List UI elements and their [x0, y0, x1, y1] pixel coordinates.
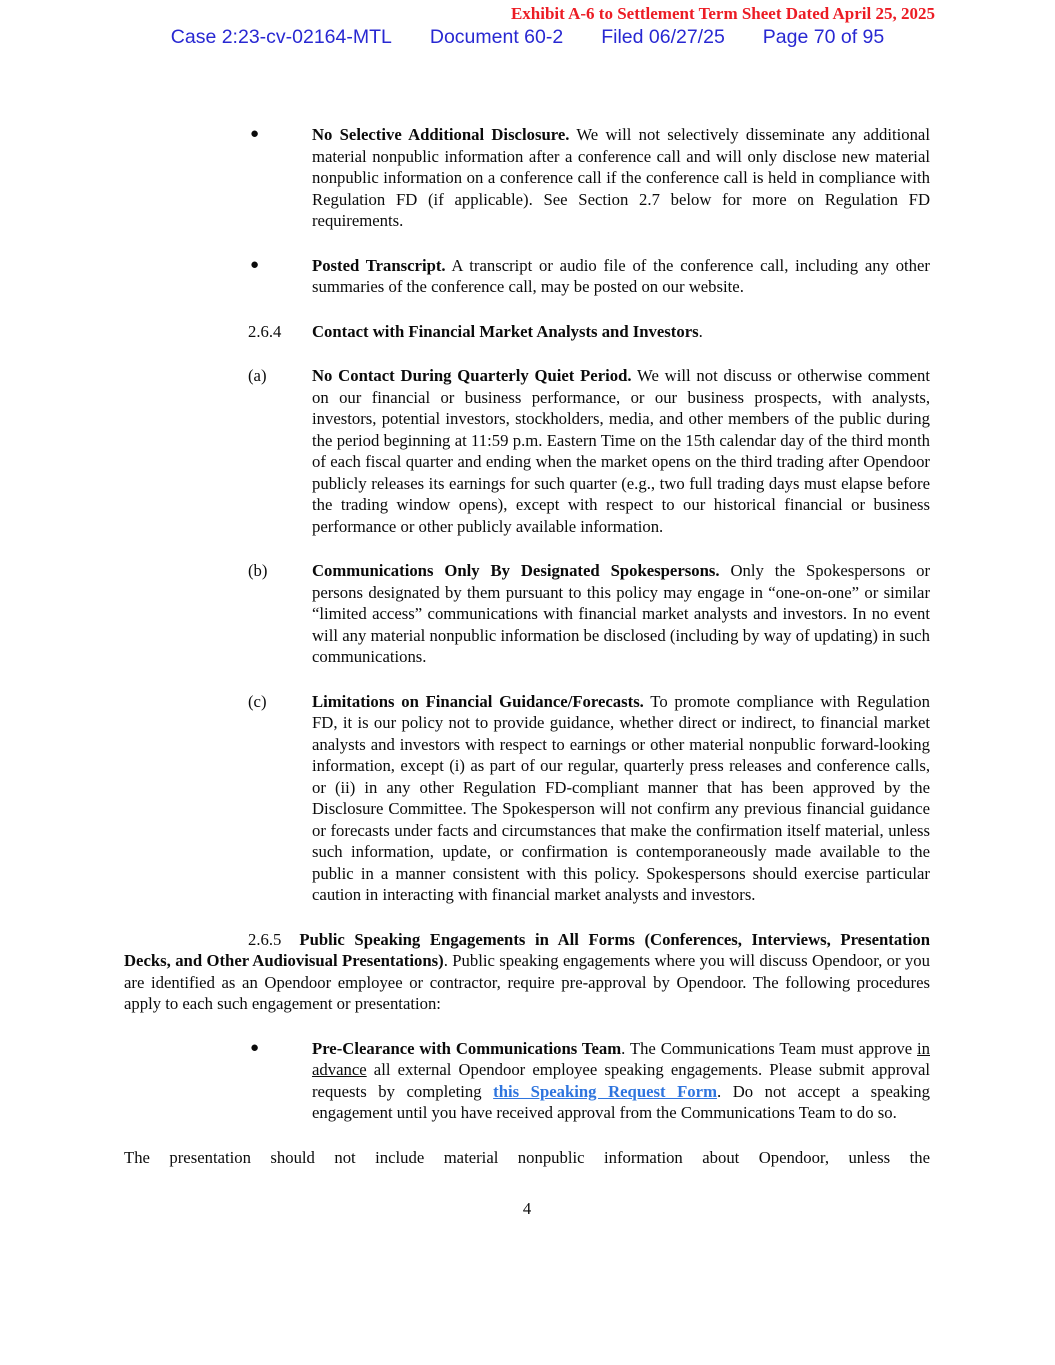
paragraph-text: To promote compliance with Regulation FD, it is our policy not to provide guidance, whether direct or indirect, to financial market analysts and investors with respect to earnings or other material nonpublic forward-looking information, except (i) as part of our regular, quarterly press releases and conference calls, or (ii) in any other Regulation FD-compliant manner that has been approved by the Disclosure Committee. The Spokesperson will not confirm any previous financial guidance or forecasts under facts and circumstances that make the confirmation itself material, unless such information, update, or confirmation is contemporaneously made available to the public in a manner consistent with this policy. Spokespersons should exercise particular caution in interacting with financial market analysts and investors. — [312, 691, 930, 904]
court-stamp-header — [0, 0, 1055, 50]
paragraph-lead: No Contact During Quarterly Quiet Period. — [312, 366, 632, 385]
paragraph-text: We will not selectively disseminate any additional material nonpublic information after a conference call and will only disclose new material nonpublic information on a conference call if the conference call is held in compliance with Regulation FD (if applicable). See Section 2.7 below for more on Regulation FD requirements. — [312, 125, 930, 230]
bullet-marker: ● — [250, 256, 260, 273]
bullet-marker: ● — [250, 126, 260, 142]
paragraph-text: A transcript or audio file of the conference call, including any other summaries of the conference call, may be posted on our website. — [312, 255, 930, 296]
paragraph-lead: Limitations on Financial Guidance/Forecasts. — [312, 691, 644, 711]
paragraph-lead: Posted Transcript. — [312, 255, 446, 275]
filed-date: Filed 06/27/25 — [601, 26, 725, 48]
paragraph-lead: Pre-Clearance with Communications Team — [312, 1038, 622, 1058]
section-265-number: 2.6.5 — [248, 929, 282, 949]
item-a — [124, 365, 930, 537]
paragraph-text: . Do not accept a speaking engagement until you have received approval from the Communications Team to do so. — [312, 1081, 930, 1122]
bullet-no-selective-disclosure — [124, 124, 930, 232]
section-265-title: Public Speaking Engagements in All Forms (Conferences, Interviews, Presentation Decks, and Other Audiovisual Presentations) — [124, 929, 930, 970]
document-body — [124, 124, 930, 1220]
item-c — [124, 691, 930, 906]
document-number: Document 60-2 — [429, 26, 564, 48]
speaking-request-form-link[interactable]: this Speaking Request Form — [493, 1081, 717, 1101]
paragraph-text: Only the Spokespersons or persons designated by them pursuant to this policy may engage in “one-on-one” or similar “limited access” communications with financial market analysts and investors. In no event will any material nonpublic information be disclosed (including by way of updating) in such communications. — [312, 561, 930, 666]
page-number: 4 — [522, 1199, 532, 1218]
section-265-paragraph — [124, 929, 930, 1015]
paragraph-text: . The Communications Team must approve — [621, 1038, 918, 1058]
section-264-title: Contact with Financial Market Analysts and Investors — [312, 321, 699, 341]
case-stamp — [0, 24, 1055, 50]
section-264-number: 2.6.4 — [248, 321, 282, 341]
underlined-phrase: in advance — [312, 1038, 930, 1079]
item-b — [124, 560, 930, 668]
bullet-pre-clearance — [124, 1038, 930, 1124]
closing-paragraph: The presentation should not include material nonpublic information about Opendoor, unless the — [124, 1147, 930, 1167]
item-a-label: (a) — [248, 366, 267, 385]
section-265-text: . Public speaking engagements where you will discuss Opendoor, or you are identified as an Opendoor employee or contractor, require pre-approval by Opendoor. The following procedures apply to each such engagement or presentation: — [124, 951, 930, 1013]
paragraph-lead: Communications Only By Designated Spokespersons. — [312, 561, 720, 580]
paragraph-text: all external Opendoor employee speaking engagements. Please submit approval requests by completing — [312, 1060, 930, 1101]
page-of-label: Page 70 of 95 — [762, 26, 885, 48]
paragraph-lead: No Selective Additional Disclosure. — [312, 125, 570, 144]
bullet-marker: ● — [250, 1039, 260, 1056]
paragraph-text: We will not discuss or otherwise comment on our financial or business performance, or our business prospects, with analysts, investors, potential investors, stockholders, media, and other members of the public during the period beginning at 11:59 p.m. Eastern Time on the 15th calendar day of the third month of each fiscal quarter and ending when the market opens on the third trading after Opendoor publicly releases its earnings for such quarter (e.g., two full trading days must elapse before the trading window opens), except with respect to our historical financial or business performance or other publicly available information. — [312, 366, 930, 536]
item-b-label: (b) — [248, 561, 268, 580]
exhibit-stamp: Exhibit A-6 to Settlement Term Sheet Dated April 25, 2025 — [510, 4, 935, 23]
case-number: Case 2:23-cv-02164-MTL — [170, 26, 392, 48]
item-c-label: (c) — [248, 691, 267, 711]
section-264-title-suffix: . — [698, 321, 703, 341]
section-264-heading — [124, 321, 930, 343]
bullet-posted-transcript — [124, 255, 930, 298]
